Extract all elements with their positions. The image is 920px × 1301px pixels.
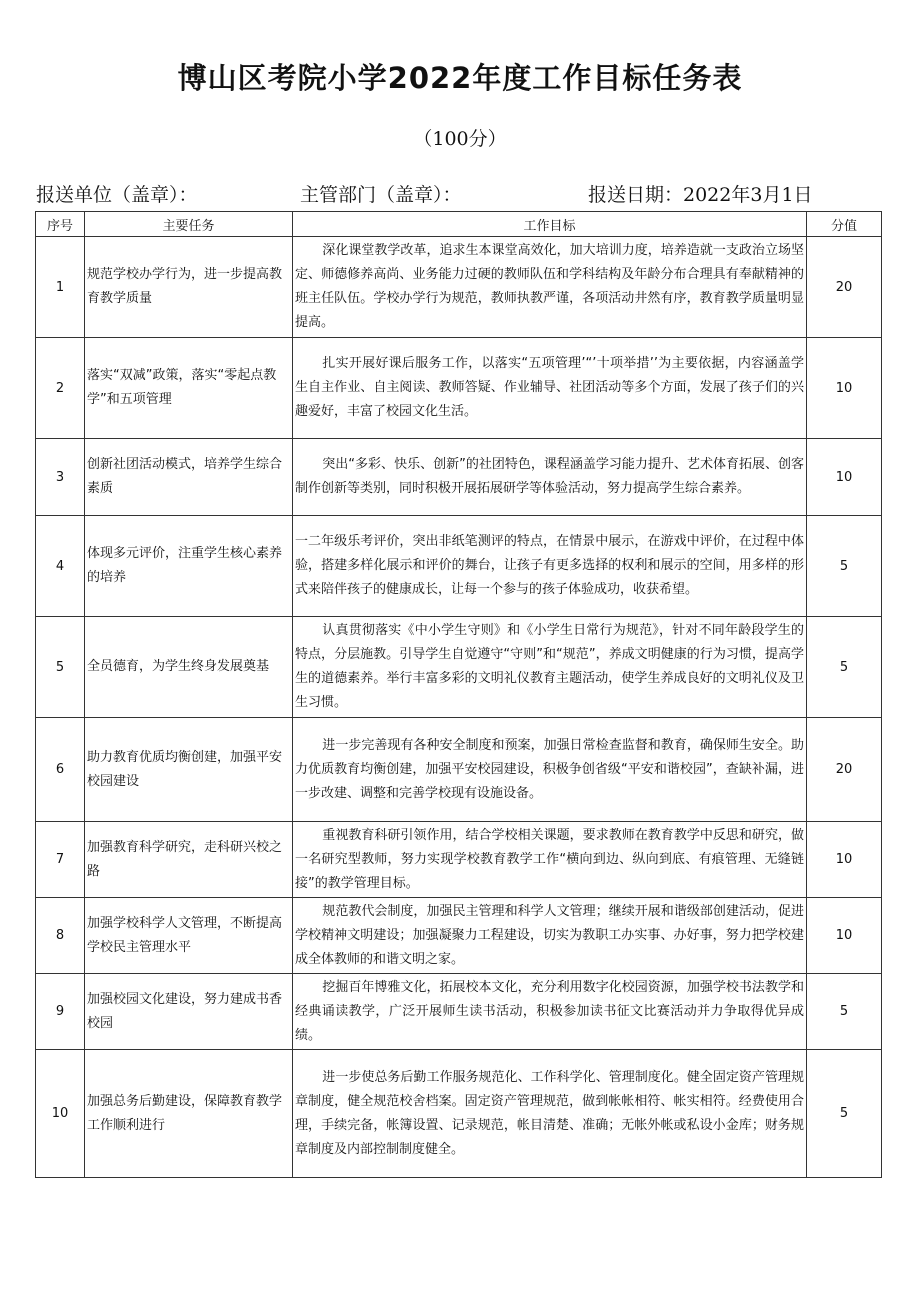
header-score: 分值 [807, 212, 882, 237]
row-goal [293, 1050, 807, 1178]
row-score: 20 [807, 718, 882, 822]
table-row [36, 718, 882, 822]
row-task: 全员德育，为学生终身发展奠基 [85, 617, 293, 718]
row-task: 助力教育优质均衡创建，加强平安校园建设 [85, 718, 293, 822]
row-goal-text: 扎实开展好课后服务工作，以落实“五项管理’“’十项举措’’为主要依据，内容涵盖学生自主作业、自主阅读、教师答疑、作业辅导、社团活动等多个方面，发展了孩子们的兴趣爱好，丰富了校园文化生活。 [295, 356, 804, 419]
row-goal [293, 338, 807, 439]
table-row [36, 516, 882, 617]
row-goal [293, 237, 807, 338]
table-row [36, 898, 882, 974]
table-row [36, 617, 882, 718]
row-number: 5 [36, 617, 85, 718]
row-score: 5 [807, 617, 882, 718]
row-score: 10 [807, 338, 882, 439]
row-goal-text: 重视教育科研引领作用，结合学校相关课题，要求教师在教育教学中反思和研究，做一名研究型教师，努力实现学校教育教学工作“横向到边、纵向到底、有痕管理、无缝链接”的教学管理目标。 [295, 827, 804, 891]
row-goal-text: 突出“多彩、快乐、创新”的社团特色，课程涵盖学习能力提升、艺术体育拓展、创客制作创新等类别，同时积极开展拓展研学等体验活动，努力提高学生综合素养。 [295, 457, 804, 496]
row-score: 5 [807, 1050, 882, 1178]
page-subtitle: （100分） [413, 128, 507, 150]
row-number: 9 [36, 974, 85, 1050]
table-header-row [36, 212, 882, 237]
table-row [36, 338, 882, 439]
row-score: 5 [807, 516, 882, 617]
row-goal-text: 挖掘百年博雅文化，拓展校本文化，充分利用数字化校园资源，加强学校书法教学和经典诵读教学，广泛开展师生读书活动，积极参加读书征文比赛活动并力争取得优异成绩。 [295, 979, 804, 1043]
row-score: 20 [807, 237, 882, 338]
header-goal: 工作目标 [293, 212, 807, 237]
row-number: 7 [36, 822, 85, 898]
table-row [36, 439, 882, 516]
header-number: 序号 [36, 212, 85, 237]
row-goal-text: 一二年级乐考评价，突出非纸笔测评的特点，在情景中展示，在游戏中评价，在过程中体验，搭建多样化展示和评价的舞台，让孩子有更多选择的权利和展示的空间，用多样的形式来陪伴孩子的健康成长，让每一个参与的孩子体验成功，收获希望。 [295, 534, 804, 597]
row-goal [293, 898, 807, 974]
row-goal [293, 974, 807, 1050]
row-number: 3 [36, 439, 85, 516]
task-table [35, 211, 882, 1178]
supervising-dept-label: 主管部门（盖章）： [300, 184, 462, 206]
row-number: 4 [36, 516, 85, 617]
row-goal [293, 718, 807, 822]
row-score: 5 [807, 974, 882, 1050]
row-score: 10 [807, 439, 882, 516]
row-number: 10 [36, 1050, 85, 1178]
table-row [36, 1050, 882, 1178]
row-number: 2 [36, 338, 85, 439]
row-task: 加强学校科学人文管理，不断提高学校民主管理水平 [85, 898, 293, 974]
row-task: 加强教育科学研究，走科研兴校之路 [85, 822, 293, 898]
row-score: 10 [807, 898, 882, 974]
row-number: 8 [36, 898, 85, 974]
row-task: 创新社团活动模式，培养学生综合素质 [85, 439, 293, 516]
row-goal-text: 规范教代会制度，加强民主管理和科学人文管理；继续开展和谐级部创建活动，促进学校精神文明建设；加强凝聚力工程建设，切实为教职工办实事、办好事，努力把学校建成全体教师的和谐文明之家。 [295, 903, 804, 967]
reporting-unit-label: 报送单位（盖章）： [36, 184, 198, 206]
row-goal [293, 439, 807, 516]
page-title: 博山区考院小学2022年度工作目标任务表 [177, 61, 743, 95]
row-task: 落实“双减”政策，落实“零起点教学”和五项管理 [85, 338, 293, 439]
row-task: 规范学校办学行为，进一步提高教育教学质量 [85, 237, 293, 338]
row-score: 10 [807, 822, 882, 898]
row-task: 体现多元评价，注重学生核心素养的培养 [85, 516, 293, 617]
table-row [36, 822, 882, 898]
row-goal-text: 认真贯彻落实《中小学生守则》和《小学生日常行为规范》，针对不同年龄段学生的特点，分层施教。引导学生自觉遵守“守则”和“规范”，养成文明健康的行为习惯，提高学生的道德素养。举行丰富多彩的文明礼仪教育主题活动，使学生养成良好的文明礼仪及卫生习惯。 [295, 623, 804, 710]
row-goal-text: 进一步使总务后勤工作服务规范化、工作科学化、管理制度化。健全固定资产管理规章制度，健全规范校舍档案。固定资产管理规范，做到帐帐相符、帐实相符。经费使用合理，手续完备，帐簿设置、记录规范，帐目清楚、准确；无帐外帐或私设小金库；财务规章制度及内部控制制度健全。 [295, 1069, 804, 1157]
row-task: 加强总务后勤建设，保障教育教学工作顺利进行 [85, 1050, 293, 1178]
row-goal [293, 617, 807, 718]
row-goal-text: 深化课堂教学改革，追求生本课堂高效化，加大培训力度，培养造就一支政治立场坚定、师德修养高尚、业务能力过硬的教师队伍和学科结构及年龄分布合理具有奉献精神的班主任队伍。学校办学行为规范，教师执教严谨，各项活动井然有序，教育教学质量明显提高。 [295, 243, 804, 330]
table-row [36, 237, 882, 338]
table-row [36, 974, 882, 1050]
report-date-label: 报送日期：2022年3月1日 [588, 184, 813, 206]
row-number: 6 [36, 718, 85, 822]
row-number: 1 [36, 237, 85, 338]
row-task: 加强校园文化建设，努力建成书香校园 [85, 974, 293, 1050]
row-goal [293, 516, 807, 617]
row-goal-text: 进一步完善现有各种安全制度和预案，加强日常检查监督和教育，确保师生安全。助力优质教育均衡创建，加强平安校园建设，积极争创省级“平安和谐校园”，查缺补漏，进一步改建、调整和完善学校现有设施设备。 [295, 737, 804, 801]
row-goal [293, 822, 807, 898]
header-task: 主要任务 [85, 212, 293, 237]
